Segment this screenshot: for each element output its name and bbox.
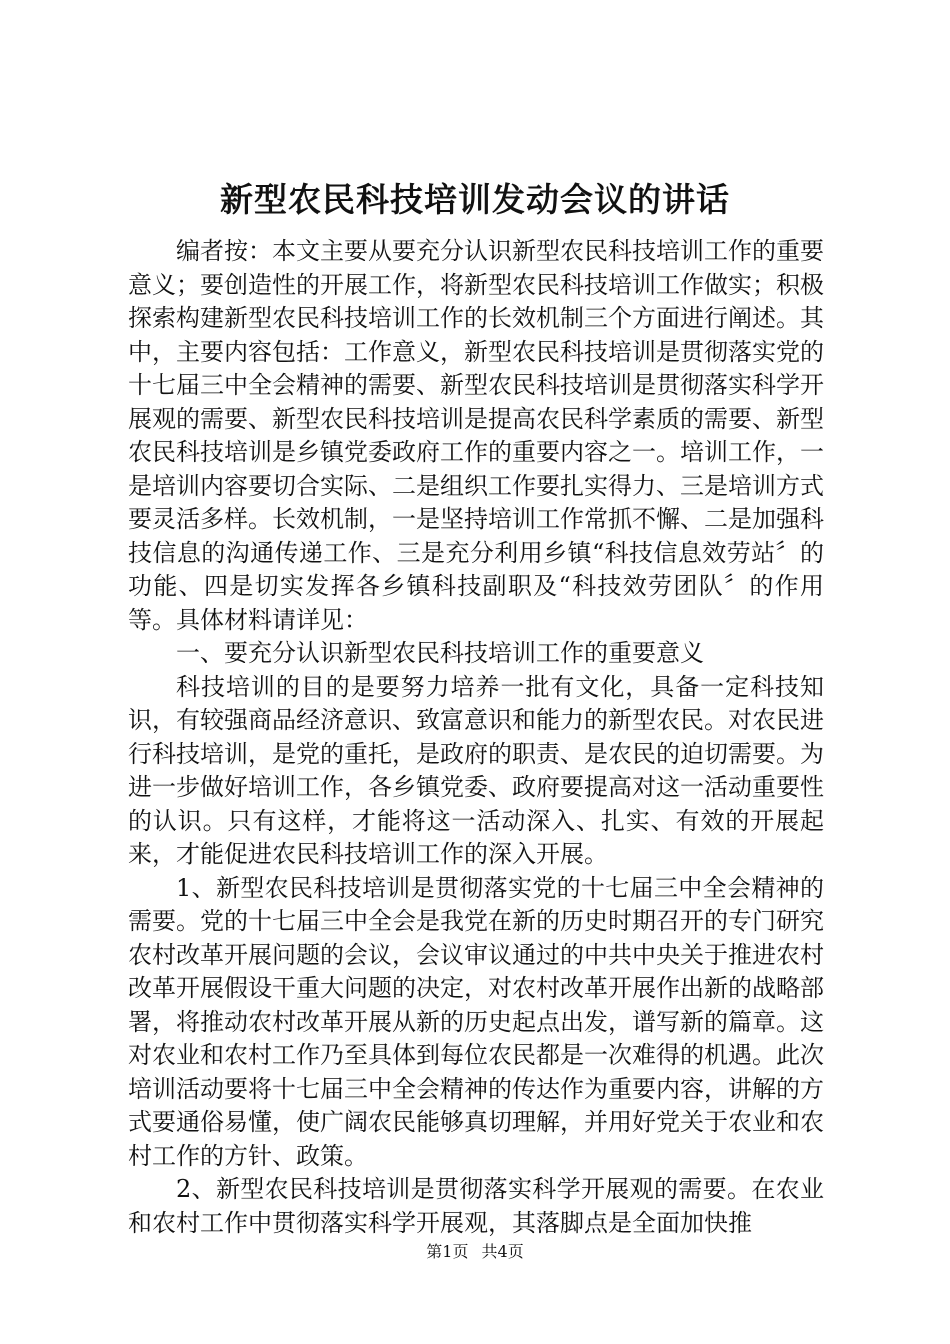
body-paragraph: 科技培训的目的是要努力培养一批有文化，具备一定科技知识，有较强商品经济意识、致富意识和能力的新型农民。对农民进行科技培训，是党的重托，是政府的职责、是农民的迫切需要。为进一步做好培训工作，各乡镇党委、政府要提高对这一活动重要性的认识。只有这样，才能将这一活动深入、扎实、有效的开展起来，才能促进农民科技培训工作的深入开展。 xyxy=(128,672,824,868)
body-paragraph: 1、新型农民科技培训是贯彻落实党的十七届三中全会精神的需要。党的十七届三中全会是我党在新的历史时期召开的专门研究农村改革开展问题的会议，会议审议通过的中共中央关于推进农村改革开展假设干重大问题的决定，对农村改革开展作出新的战略部署，将推动农村改革开展从新的历史起点出发，谱写新的篇章。这对农业和农村工作乃至具体到每位农民都是一次难得的机遇。此次培训活动要将十七届三中全会精神的传达作为重要内容，讲解的方式要通俗易懂，使广阔农民能够真切理解，并用好党关于农业和农村工作的方针、政策。 xyxy=(128,873,824,1170)
page-footer xyxy=(0,1244,950,1260)
editor-note-paragraph: 编者按：本文主要从要充分认识新型农民科技培训工作的重要意义；要创造性的开展工作，将新型农民科技培训工作做实；积极探索构建新型农民科技培训工作的长效机制三个方面进行阐述。其中，主要内容包括：工作意义，新型农民科技培训是贯彻落实党的十七届三中全会精神的需要、新型农民科技培训是贯彻落实科学开展观的需要、新型农民科技培训是提高农民科学素质的需要、新型农民科技培训是乡镇党委政府工作的重要内容之一。培训工作，一是培训内容要切合实际、二是组织工作要扎实得力、三是培训方式要灵活多样。长效机制，一是坚持培训工作常抓不懈、二是加强科技信息的沟通传递工作、三是充分利用乡镇“科技信息效劳站〞的功能、四是切实发挥各乡镇科技副职及“科技效劳团队〞的作用等。具体材料请详见： xyxy=(128,237,824,634)
document-title: 新型农民科技培训发动会议的讲话 xyxy=(220,180,730,219)
section-heading: 一、要充分认识新型农民科技培训工作的重要意义 xyxy=(176,639,704,667)
page-number: 第1页 xyxy=(426,1242,469,1261)
document-body xyxy=(128,235,824,1240)
body-paragraph: 2、新型农民科技培训是贯彻落实科学开展观的需要。在农业和农村工作中贯彻落实科学开展观，其落脚点是全面加快推 xyxy=(128,1175,824,1237)
page-total: 共4页 xyxy=(481,1242,524,1261)
